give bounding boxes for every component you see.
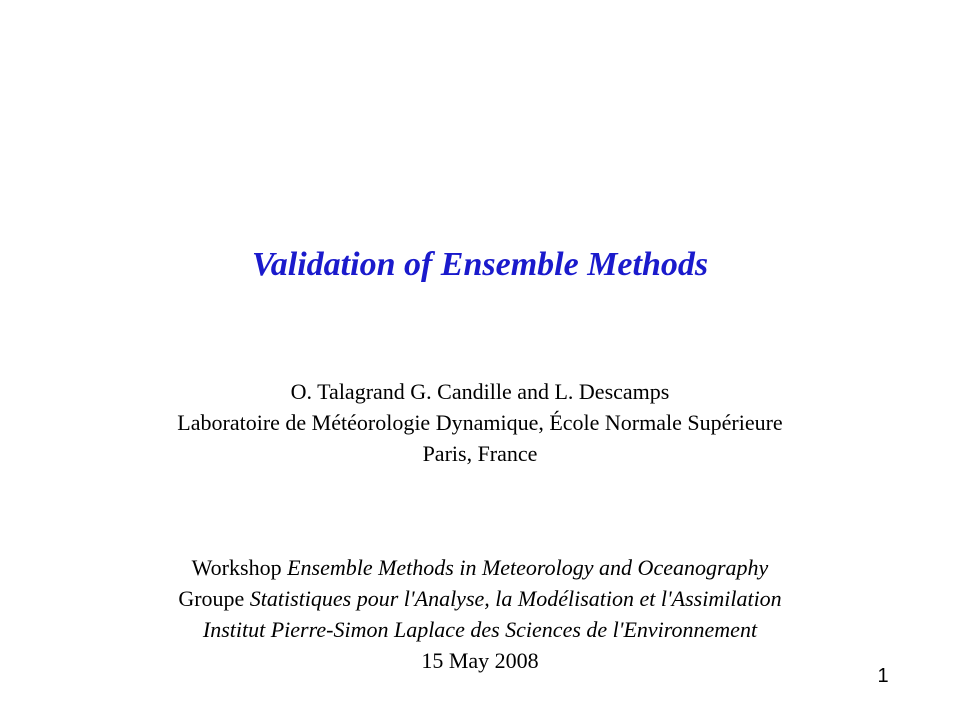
page-number: 1 [877, 665, 889, 687]
group-prefix: Groupe [178, 586, 250, 611]
group-title: Statistiques pour l'Analyse, la Modélisation et l'Assimilation [249, 586, 782, 611]
date-line: 15 May 2008 [421, 648, 539, 673]
slide-title: Validation of Ensemble Methods [251, 246, 709, 283]
workshop-block [0, 552, 960, 676]
authors-block [0, 376, 960, 469]
author-names: O. Talagrand G. Candille and L. Descamps [290, 379, 670, 404]
location: Paris, France [422, 441, 538, 466]
workshop-title: Ensemble Methods in Meteorology and Oceanography [287, 555, 769, 580]
institute-line: Institut Pierre-Simon Laplace des Sciences de l'Environnement [202, 617, 758, 642]
group-line [0, 583, 960, 614]
workshop-line [0, 552, 960, 583]
affiliation: Laboratoire de Météorologie Dynamique, École Normale Supérieure [177, 410, 783, 435]
workshop-prefix: Workshop [191, 555, 288, 580]
